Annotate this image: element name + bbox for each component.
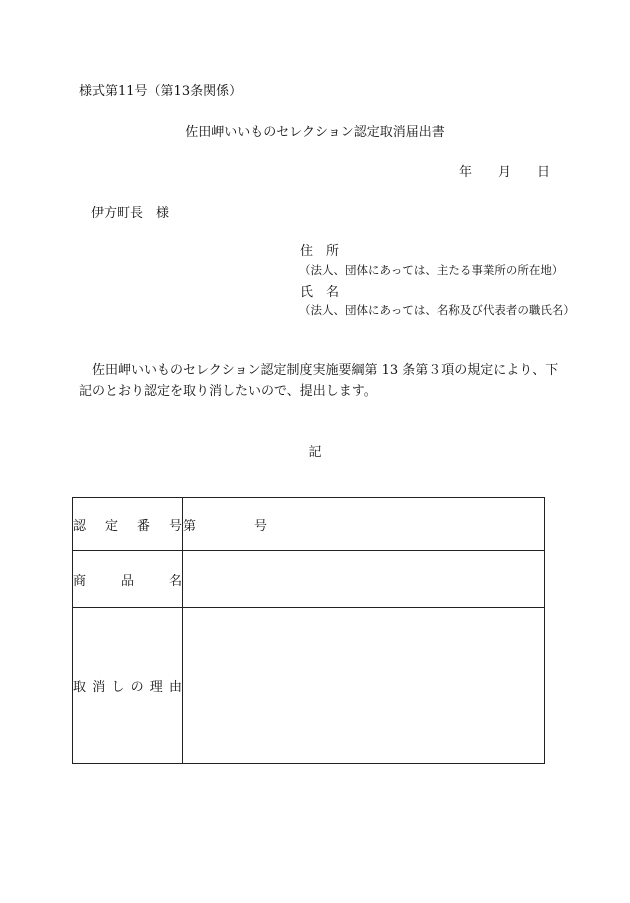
address-label: 住 所: [300, 244, 340, 259]
certification-number-label: [73, 498, 183, 551]
name-note: （法人、団体にあっては、名称及び代表者の職氏名）: [299, 303, 575, 317]
cert-prefix: 第: [183, 518, 197, 534]
body-text: 佐田岬いいものセレクション認定制度実施要綱第 13 条第３項の規定により、下記のとおり認定を取り消したいので、提出します。: [79, 363, 559, 399]
cert-suffix: 号: [254, 518, 268, 534]
product-name-field[interactable]: [183, 551, 545, 608]
date-line: [459, 161, 550, 180]
date-day: 日: [536, 165, 550, 180]
reason-label: [73, 608, 183, 764]
form-number: 様式第11号（第13条関係）: [79, 84, 243, 99]
label-char: 消: [92, 680, 106, 695]
label-char: 商: [73, 573, 87, 589]
label-char: 取: [73, 680, 87, 695]
label-char: 由: [168, 680, 182, 695]
label-char: 品: [120, 573, 134, 589]
label-char: し: [111, 680, 125, 695]
label-char: 理: [149, 680, 163, 695]
label-char: 名: [168, 573, 182, 589]
table-row-product-name: [73, 551, 545, 608]
label-char: の: [130, 680, 144, 695]
address-note: （法人、団体にあっては、主たる事業所の所在地）: [299, 263, 564, 277]
body-paragraph: [79, 360, 559, 402]
detail-table: [72, 497, 545, 764]
reason-field[interactable]: [183, 608, 545, 764]
document-title: 佐田岬いいものセレクション認定取消届出書: [185, 125, 445, 140]
label-char: 認: [73, 518, 87, 534]
name-label: 氏 名: [300, 285, 340, 300]
note-heading: 記: [308, 445, 322, 460]
table-row-reason: [73, 608, 545, 764]
label-char: 号: [168, 518, 182, 534]
date-month: 月: [497, 165, 511, 180]
addressee: 伊方町長 様: [91, 206, 170, 221]
label-char: 番: [136, 518, 150, 534]
label-char: 定: [104, 518, 118, 534]
product-name-label: [73, 551, 183, 608]
certification-number-field[interactable]: [183, 498, 545, 551]
table-row-certification-number: [73, 498, 545, 551]
date-year: 年: [458, 165, 472, 180]
